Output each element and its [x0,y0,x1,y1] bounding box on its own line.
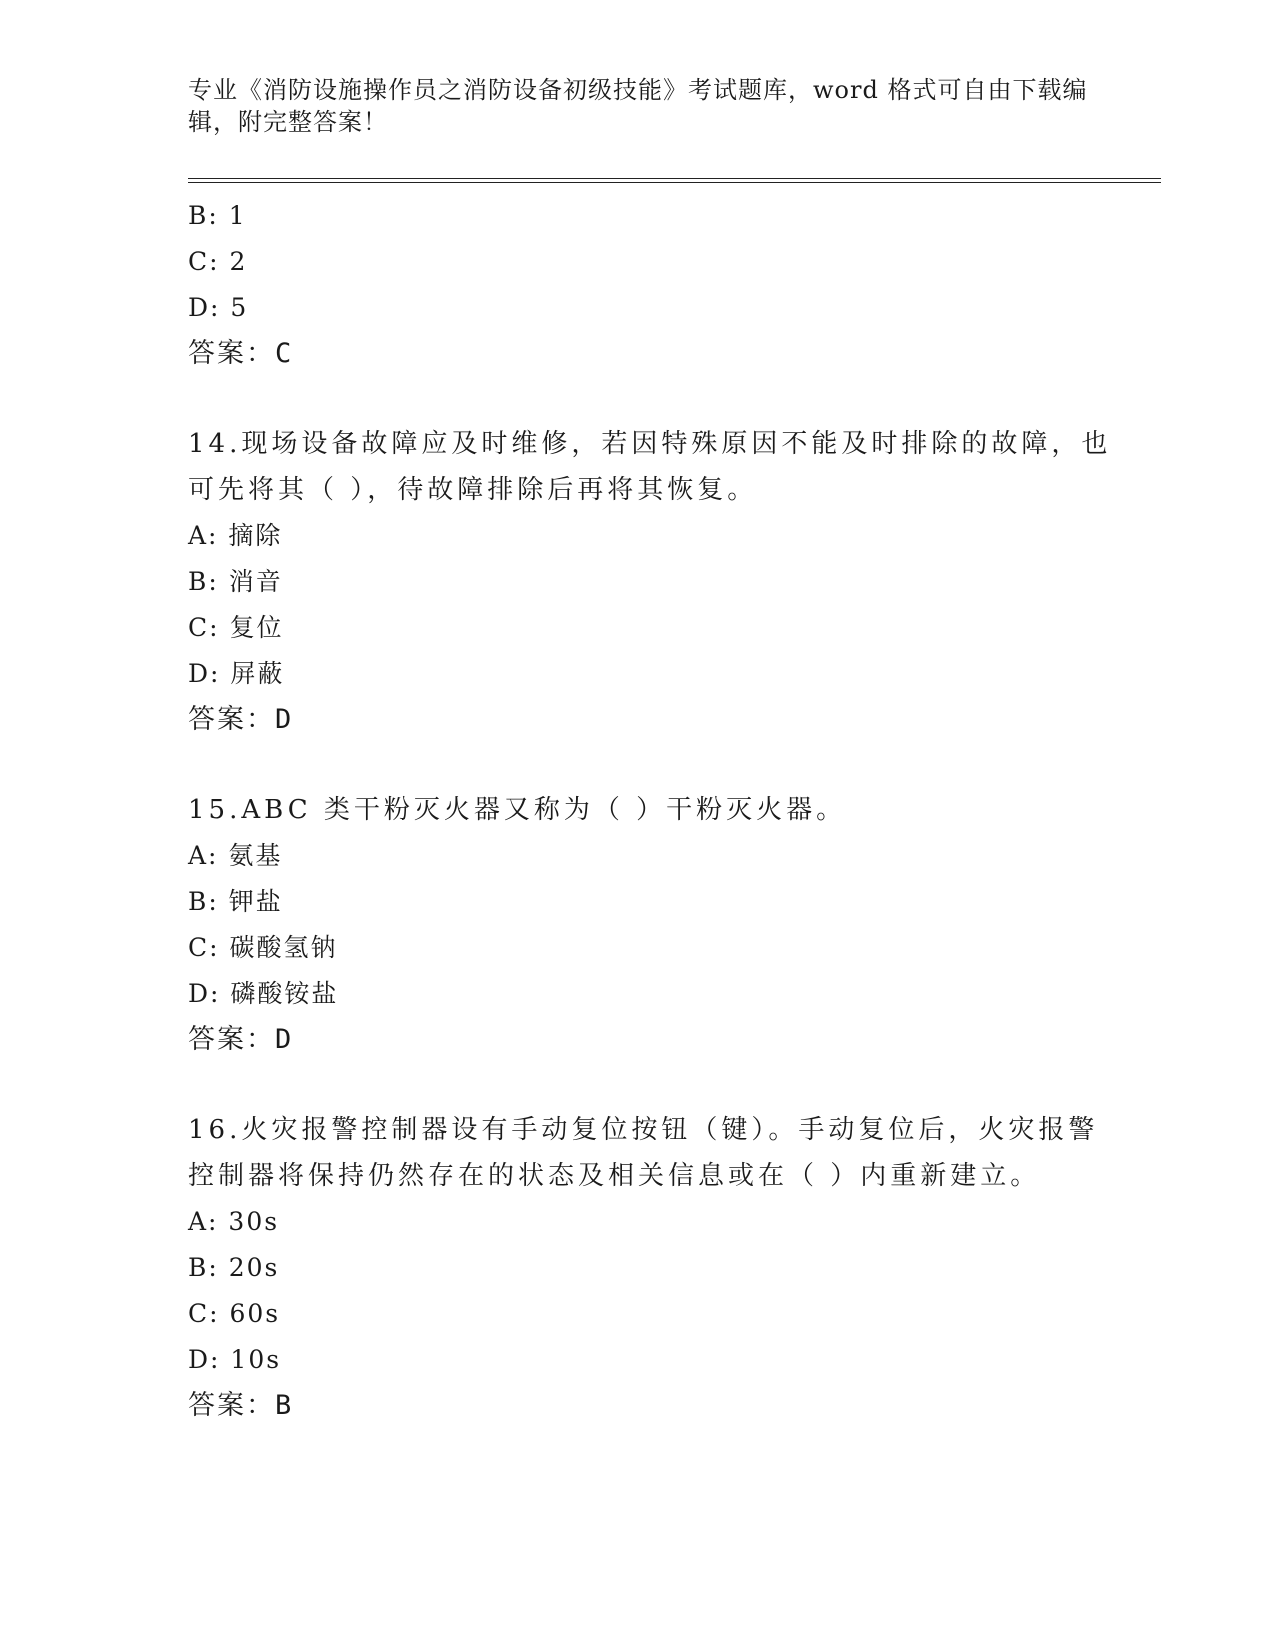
option-b: B: 钾盐 [188,887,283,916]
header-line-1: 专业《消防设施操作员之消防设备初级技能》考试题库，word 格式可自由下载编 [188,76,1088,104]
option-b: B: 1 [188,201,247,230]
option-d: D: 10s [188,1345,282,1374]
option-d: D: 屏蔽 [188,659,285,688]
answer-label: 答案： [188,1390,275,1421]
option-c: C: 碳酸氢钠 [188,933,338,962]
option-c: C: 2 [188,247,248,276]
question-stem-line-1: 15.ABC 类干粉灭火器又称为（ ）干粉灭火器。 [188,795,847,825]
question-13 [188,193,1088,377]
question-list [188,193,1112,1429]
question-14 [188,421,1112,743]
option-a: A: 氨基 [188,841,283,870]
option-a: A: 30s [188,1207,280,1236]
answer-line [188,1017,1088,1063]
answer-label: 答案： [188,1024,275,1055]
answer-line [188,331,1088,377]
question-16 [188,1107,1099,1429]
option-c: C: 复位 [188,613,284,642]
question-stem-line-2: 可先将其（ ），待故障排除后再将其恢复。 [188,475,758,505]
option-c: C: 60s [188,1299,281,1328]
answer-label: 答案： [188,338,275,369]
header-divider [188,178,1161,183]
option-a: A: 摘除 [188,521,283,550]
option-d: D: 磷酸铵盐 [188,979,339,1008]
option-b: B: 消音 [188,567,283,596]
header-line-2: 辑，附完整答案！ [188,108,388,136]
option-b: B: 20s [188,1253,280,1282]
answer-line [188,1383,1088,1429]
question-stem-line-1: 14.现场设备故障应及时维修，若因特殊原因不能及时排除的故障，也 [188,429,1112,459]
option-d: D: 5 [188,293,249,322]
answer-line [188,697,1088,743]
answer-label: 答案： [188,704,275,735]
document-header [188,74,1088,138]
question-15 [188,787,1088,1063]
answer-value: C [275,338,294,369]
question-stem-line-1: 16.火灾报警控制器设有手动复位按钮（键）。手动复位后，火灾报警 [188,1115,1099,1145]
answer-value: D [275,704,294,735]
answer-value: D [275,1024,294,1055]
answer-value: B [275,1390,294,1421]
question-stem-line-2: 控制器将保持仍然存在的状态及相关信息或在（ ）内重新建立。 [188,1161,1041,1191]
